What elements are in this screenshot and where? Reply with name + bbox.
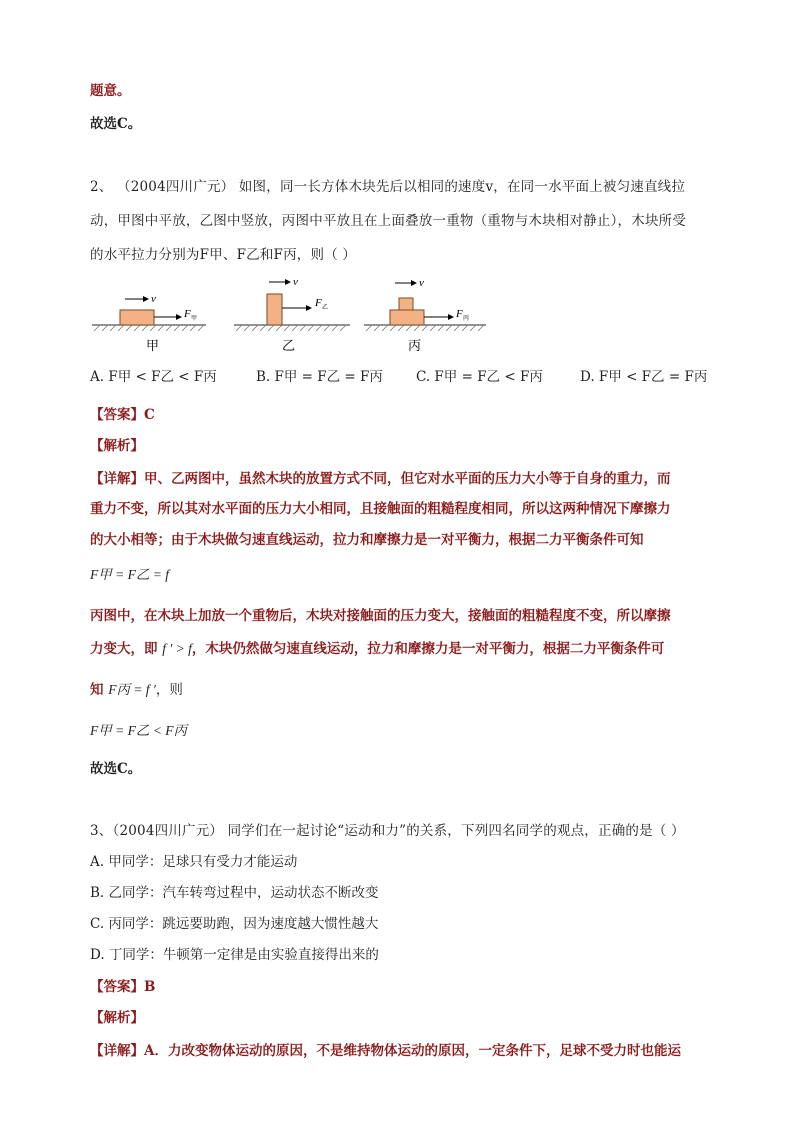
force-arrow-icon: [176, 314, 182, 320]
weight-block: [399, 298, 413, 310]
force-arrow-icon: [448, 314, 454, 320]
ground-hatch: [94, 325, 204, 331]
figure-label-bing: 丙: [408, 338, 422, 353]
q2-detail-5-a: 力变大，即: [90, 641, 163, 657]
q2-conclusion: 故选C。: [90, 761, 142, 777]
q2-detail-1: 【详解】甲、乙两图中，虽然木块的放置方式不同，但它对水平面的压力大小等于自身的重力，而: [90, 471, 671, 487]
q2-equation-1: F甲 = F乙 = f: [90, 567, 169, 582]
q2-answer: 【答案】C: [90, 407, 155, 423]
q2-number: 2、: [90, 179, 113, 195]
force-arrow-icon: [306, 305, 312, 311]
q2-inequality: f ′ > f: [162, 641, 192, 656]
q3-option-c[interactable]: C. 丙同学：跳远要助跑，因为速度越大惯性越大: [90, 916, 379, 932]
q2-options: [90, 368, 710, 386]
prev-conclusion: 故选C。: [90, 116, 142, 132]
figure-label-yi: 乙: [282, 338, 296, 353]
q3-source: （2004四川广元）: [112, 823, 224, 839]
q2-option-a[interactable]: A. F甲 < F乙 < F丙: [90, 369, 217, 385]
q3-option-b[interactable]: B. 乙同学：汽车转弯过程中，运动状态不断改变: [90, 885, 379, 901]
q3-analysis-title: 【解析】: [90, 1010, 144, 1026]
velocity-arrow-icon: [285, 279, 291, 285]
ground-hatch: [366, 325, 484, 331]
q2-option-d[interactable]: D. F甲 < F乙 = F丙: [580, 369, 708, 385]
q2-stem-line-1: [90, 178, 685, 196]
force-label: F: [184, 308, 191, 320]
block: [120, 310, 154, 325]
q2-option-b[interactable]: B. F甲 = F乙 = F丙: [256, 369, 383, 385]
q2-equation-fbing: F丙 = f ′: [108, 682, 156, 697]
q2-analysis-title: 【解析】: [90, 438, 144, 454]
q3-detail-1: 【详解】A．力改变物体运动的原因，不是维持物体运动的原因，一定条件下，足球不受力时也能运: [90, 1043, 681, 1059]
velocity-label: v: [419, 277, 424, 289]
q2-stem-line-3: 的水平拉力分别为F甲、F乙和F丙，则（ ）: [90, 247, 357, 263]
force-label: F: [456, 308, 463, 320]
q2-detail-2: 重力不变，所以其对水平面的压力大小相同，且接触面的粗糙程度相同，所以这两种情况下摩擦力: [90, 501, 671, 517]
q2-option-c[interactable]: C. F甲 = F乙 < F丙: [416, 369, 543, 385]
velocity-arrow-icon: [143, 296, 149, 302]
force-sub: 丙: [463, 316, 470, 322]
force-label: F: [315, 297, 322, 309]
force-sub: 甲: [191, 316, 198, 322]
velocity-arrow-icon: [411, 280, 417, 286]
q2-stem-line-2: 动，甲图中平放，乙图中竖放，丙图中平放且在上面叠放一重物（重物与木块相对静止），木块所受: [90, 213, 687, 229]
figure-label-jia: 甲: [146, 338, 160, 353]
q3-answer: 【答案】B: [90, 979, 156, 995]
q2-detail-4: 丙图中，在木块上加放一个重物后，木块对接触面的压力变大，接触面的粗糙程度不变，所以摩擦: [90, 608, 671, 624]
figure-yi: [234, 276, 350, 353]
q3-option-a[interactable]: A. 甲同学：足球只有受力才能运动: [90, 854, 298, 870]
velocity-label: v: [293, 276, 298, 288]
ground-hatch: [236, 325, 346, 331]
q3-number: 3、: [90, 823, 113, 839]
prev-answer-fragment: 题意。: [90, 83, 131, 99]
q2-detail-6-a: 知: [90, 682, 109, 698]
q2-detail-6-b: ，则: [155, 682, 183, 698]
q2-source: （2004四川广元）: [117, 179, 235, 195]
q3-option-d[interactable]: D. 丁同学：牛顿第一定律是由实验直接得出来的: [90, 947, 379, 963]
q2-detail-5-b: ，木块仍然做匀速直线运动，拉力和摩擦力是一对平衡力，根据二力平衡条件可: [191, 641, 665, 657]
q2-detail-5: [90, 640, 664, 658]
q2-figure: [88, 270, 508, 360]
figure-jia: [92, 293, 206, 353]
q2-detail-3: 的大小相等；由于木块做匀速直线运动，拉力和摩擦力是一对平衡力，根据二力平衡条件可知: [90, 532, 644, 548]
force-sub: 乙: [322, 305, 329, 311]
q3-text: 同学们在一起讨论“运动和力”的关系，下列四名同学的观点，正确的是（ ）: [227, 823, 685, 839]
q2-detail-6: [90, 681, 183, 699]
block: [267, 294, 282, 325]
velocity-label: v: [151, 293, 156, 305]
block: [390, 310, 424, 325]
q2-equation-2: F甲 = F乙 < F丙: [90, 723, 187, 738]
figure-bing: [364, 277, 486, 353]
q3-stem: [90, 822, 685, 840]
q2-text-1: 如图，同一长方体木块先后以相同的速度v，在同一水平面上被匀速直线拉: [238, 179, 686, 195]
